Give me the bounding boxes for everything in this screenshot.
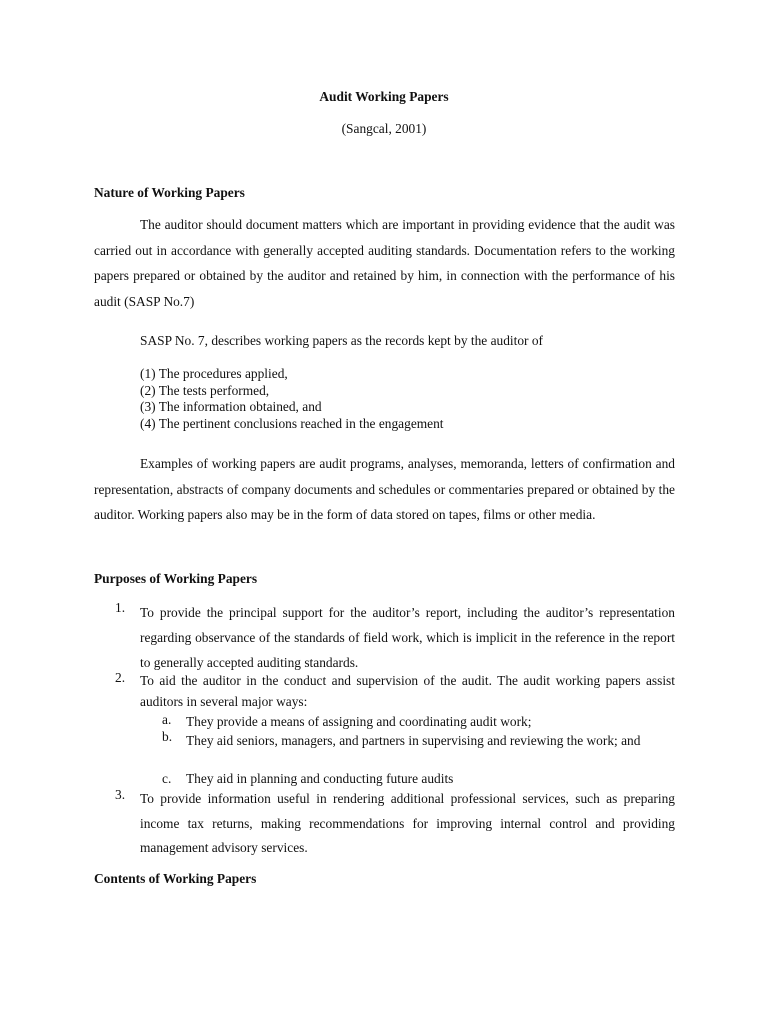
records-list-item: (4) The pertinent conclusions reached in the engagement	[140, 415, 444, 431]
subitem-letter: a.	[162, 712, 172, 727]
subitem-text: They aid seniors, managers, and partners in supervising and reviewing the work; and	[186, 733, 641, 748]
records-list-item: (2) The tests performed,	[140, 382, 270, 398]
nature-paragraph-1: The auditor should document matters which are important in providing evidence that the audit was carried out in accordance with generally accepted auditing standards. Documentation refers to the working papers prepared or obtained by the auditor and retained by him, in connection with the performance of his audit (SASP No.7)	[94, 217, 675, 309]
section-heading-purposes: Purposes of Working Papers	[94, 571, 258, 586]
subitem-text: They provide a means of assigning and coordinating audit work;	[186, 714, 532, 729]
purpose-text: To provide the principal support for the auditor’s report, including the auditor’s representation regarding observance of the standards of field work, which is implicit in the reference in the report to generally accepted auditing standards.	[140, 605, 675, 670]
subitem-letter: b.	[162, 729, 173, 744]
document-citation: (Sangcal, 2001)	[341, 121, 427, 136]
subitem-letter: c.	[162, 771, 172, 786]
nature-paragraph-2: Examples of working papers are audit programs, analyses, memoranda, letters of confirmation and representation, abstracts of company documents and schedules or commentaries prepared or obtained by the auditor. Working papers also may be in the form of data stored on tapes, films or other media.	[94, 456, 675, 523]
purpose-number: 2.	[115, 670, 126, 685]
sasp-intro: SASP No. 7, describes working papers as the records kept by the auditor of	[140, 333, 544, 348]
purpose-text: To provide information useful in rendering additional professional services, such as preparing income tax returns, making recommendations for improving internal control and providing management advisory services.	[140, 791, 675, 855]
section-heading-contents: Contents of Working Papers	[94, 871, 257, 886]
purpose-text: To aid the auditor in the conduct and supervision of the audit. The audit working papers assist auditors in several major ways:	[140, 673, 675, 709]
records-list	[140, 366, 444, 432]
document-title: Audit Working Papers	[319, 89, 449, 104]
records-list-item: (1) The procedures applied,	[140, 366, 288, 381]
section-heading-nature: Nature of Working Papers	[94, 185, 245, 200]
subitem-text: They aid in planning and conducting future audits	[186, 771, 454, 786]
purpose-number: 3.	[115, 787, 126, 802]
records-list-item: (3) The information obtained, and	[140, 399, 322, 415]
purpose-number: 1.	[115, 600, 126, 615]
